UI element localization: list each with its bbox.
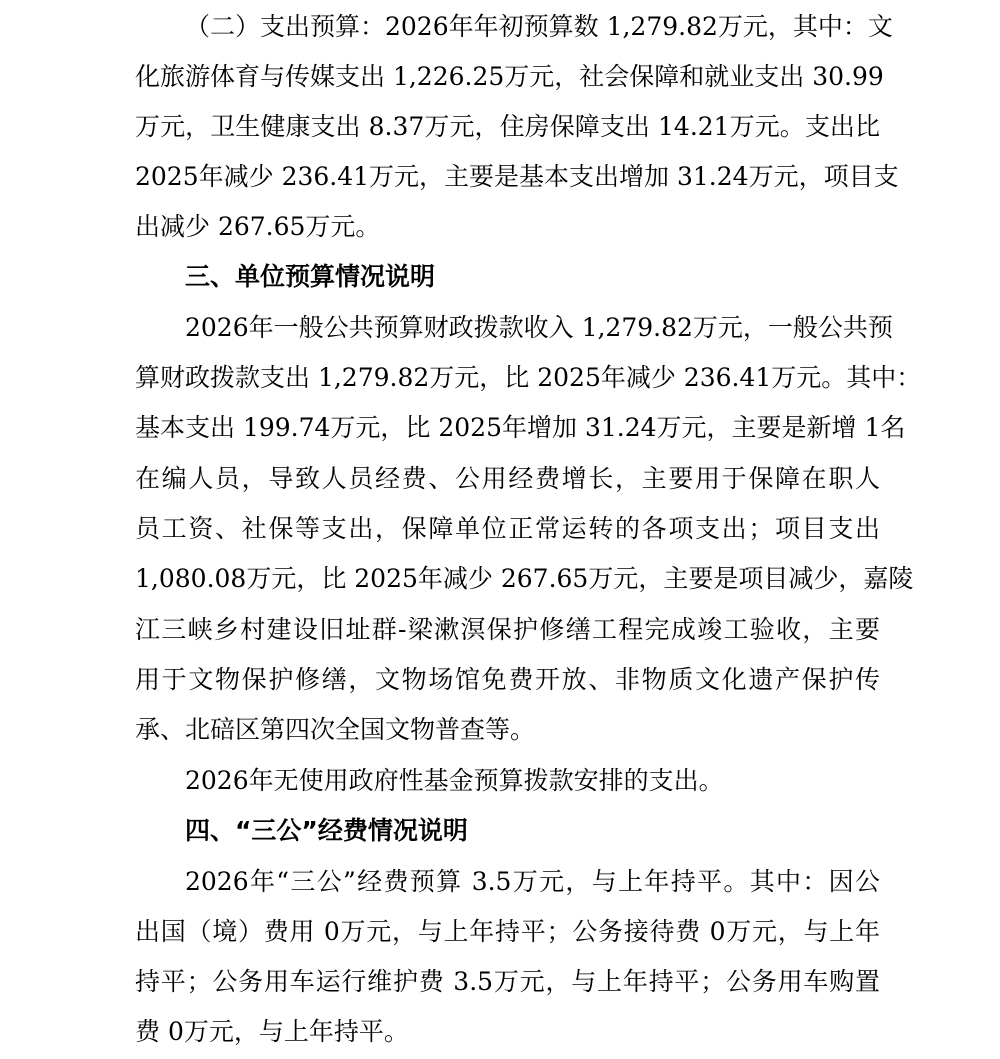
unit-budget-line-4: 在编人员，导致人员经费、公用经费增长，主要用于保障在职人 bbox=[135, 464, 880, 493]
unit-budget-line-9: 承、北碚区第四次全国文物普查等。 bbox=[135, 715, 536, 744]
unit-budget-line-5: 员工资、社保等支出，保障单位正常运转的各项支出；项目支出 bbox=[135, 514, 880, 543]
expenditure-line-3: 万元，卫生健康支出 8.37万元，住房保障支出 14.21万元。支出比 bbox=[135, 112, 880, 141]
heading-unit-budget: 三、单位预算情况说明 bbox=[185, 262, 436, 291]
expenditure-line-4: 2025年减少 236.41万元，主要是基本支出增加 31.24万元，项目支 bbox=[135, 162, 899, 191]
unit-budget-line-1: 2026年一般公共预算财政拨款收入 1,279.82万元，一般公共预 bbox=[185, 313, 893, 342]
unit-budget-line-6: 1,080.08万元，比 2025年减少 267.65万元，主要是项目减少，嘉陵 bbox=[135, 564, 914, 593]
unit-budget-line-7: 江三峡乡村建设旧址群-梁漱溟保护修缮工程完成竣工验收，主要 bbox=[135, 615, 880, 644]
three-public-line-3: 持平；公务用车运行维护费 3.5万元，与上年持平；公务用车购置 bbox=[135, 967, 880, 996]
unit-budget-line-8: 用于文物保护修缮，文物场馆免费开放、非物质文化遗产保护传 bbox=[135, 665, 880, 694]
three-public-line-4: 费 0万元，与上年持平。 bbox=[135, 1017, 409, 1046]
unit-budget-line-2: 算财政拨款支出 1,279.82万元，比 2025年减少 236.41万元。其中： bbox=[135, 363, 922, 392]
expenditure-line-5: 出减少 267.65万元。 bbox=[135, 212, 381, 241]
three-public-line-1: 2026年“三公”经费预算 3.5万元，与上年持平。其中：因公 bbox=[185, 867, 880, 896]
unit-budget-line-3: 基本支出 199.74万元，比 2025年增加 31.24万元，主要是新增 1名 bbox=[135, 413, 906, 442]
heading-three-public: 四、“三公”经费情况说明 bbox=[185, 816, 468, 845]
expenditure-line-1: （二）支出预算：2026年年初预算数 1,279.82万元，其中：文 bbox=[185, 12, 893, 41]
three-public-line-2: 出国（境）费用 0万元，与上年持平；公务接待费 0万元，与上年 bbox=[135, 917, 880, 946]
fund-note: 2026年无使用政府性基金预算拨款安排的支出。 bbox=[185, 766, 724, 795]
expenditure-line-2: 化旅游体育与传媒支出 1,226.25万元，社会保障和就业支出 30.99 bbox=[135, 62, 884, 91]
